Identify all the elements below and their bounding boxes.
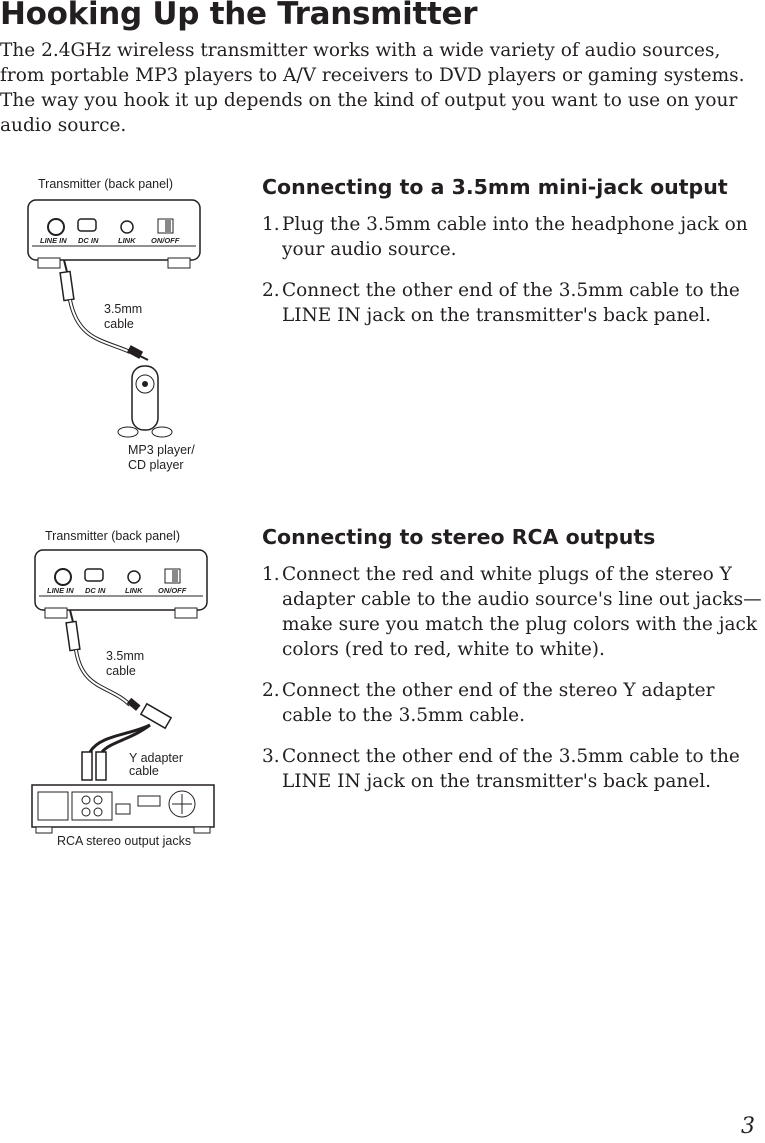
figure2-adapter-label-1: Y adapter: [129, 751, 183, 765]
section2-steps: [262, 562, 762, 810]
section2-step-2: 2. Connect the other end of the stereo Y adapter cable to the 3.5mm cable.: [262, 680, 715, 726]
jack-label-link: LINK: [118, 236, 136, 245]
figure2-adapter-label-2: cable: [129, 764, 159, 778]
figure2-cable-label-2: cable: [106, 664, 136, 678]
jack-label-line-in: LINE IN: [40, 236, 67, 245]
jack2-label-dc-in: DC IN: [85, 586, 106, 595]
page-number: 3: [741, 1114, 755, 1139]
intro-paragraph: The 2.4GHz wireless transmitter works with a wide variety of audio sources, from portable MP3 players to A/V receivers to DVD players or gaming systems. The way you hook it up depends on the kind of output you want to use on your audio source.: [0, 40, 745, 136]
figure-mini-jack: [28, 170, 228, 475]
section1-heading: Connecting to a 3.5mm mini-jack output: [262, 175, 728, 199]
figure2-caption-bottom: RCA stereo output jacks: [57, 834, 192, 848]
figure2-cable-label-1: 3.5mm: [106, 649, 145, 663]
figure2-caption-top: Transmitter (back panel): [45, 529, 180, 543]
jack2-label-line-in: LINE IN: [47, 586, 74, 595]
mp3-player: [118, 366, 172, 437]
transmitter-back-panel: [28, 200, 200, 268]
transmitter-back-panel-2: [35, 550, 207, 618]
jack-label-dc-in: DC IN: [78, 236, 99, 245]
section2-step-3: 3. Connect the other end of the 3.5mm cable to the LINE IN jack on the transmitter's back panel.: [262, 746, 740, 792]
jack2-label-on-off: ON/OFF: [158, 586, 187, 595]
section2-step-1: 1. Connect the red and white plugs of the stereo Y adapter cable to the audio source's line out jacks—make sure you match the plug colors with the jack colors (red to red, white to white).: [262, 564, 762, 660]
page-title: Hooking Up the Transmitter: [0, 0, 478, 32]
figure1-cable-label-1: 3.5mm: [104, 302, 143, 316]
jack2-label-link: LINK: [125, 586, 143, 595]
section1-steps: [262, 212, 762, 344]
section2-heading: Connecting to stereo RCA outputs: [262, 525, 656, 549]
figure1-device-label-2: CD player: [128, 458, 184, 472]
audio-source-rear-panel: [32, 785, 214, 833]
figure-rca: [30, 520, 230, 850]
figure1-cable-label-2: cable: [104, 317, 134, 331]
section1-step-1: 1. Plug the 3.5mm cable into the headphone jack on your audio source.: [262, 214, 748, 260]
section1-step-2: 2. Connect the other end of the 3.5mm cable to the LINE IN jack on the transmitter's back panel.: [262, 280, 740, 326]
figure1-caption-top: Transmitter (back panel): [38, 177, 173, 191]
figure1-device-label-1: MP3 player/: [128, 443, 195, 457]
jack-label-on-off: ON/OFF: [151, 236, 180, 245]
